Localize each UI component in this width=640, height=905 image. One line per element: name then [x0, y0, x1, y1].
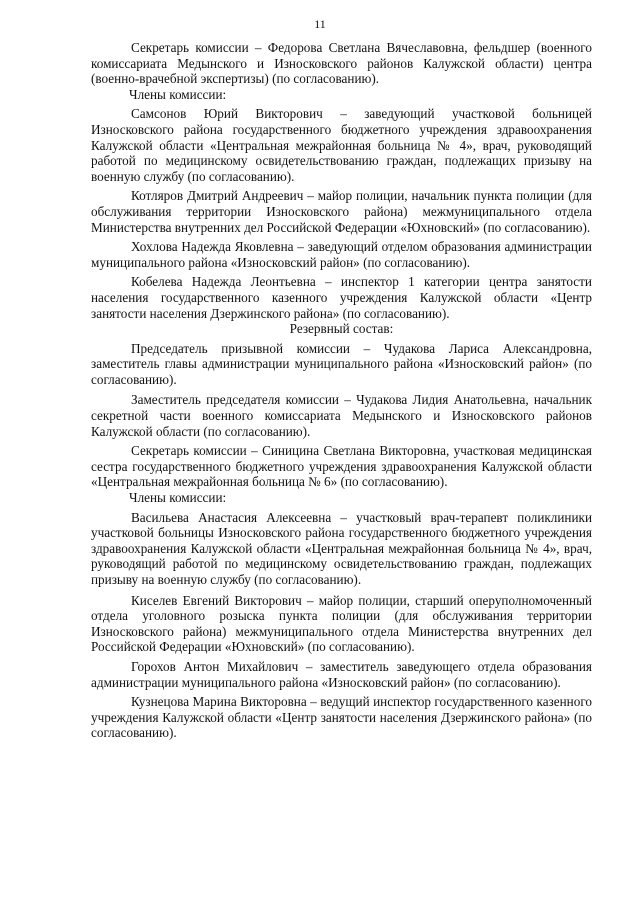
reserve-member-paragraph: Кузнецова Марина Викторовна – ведущий инспектор государственного казенного учреждения Калужской области «Центр занятости населения Дзержинского района» (по согласованию). — [91, 694, 592, 741]
reserve-deputy-paragraph: Заместитель председателя комиссии – Чудакова Лидия Анатольевна, начальник секретной части военного комиссариата Медынского и Износковского районов Калужской области (по согласованию). — [91, 392, 592, 439]
members-heading: Члены комиссии: — [129, 86, 227, 102]
member-paragraph: Кобелева Надежда Леонтьевна – инспектор 1 категории центра занятости населения государственного казенного учреждения Калужской области «Центр занятости населения Дзержинского района» (по согласованию). — [91, 274, 592, 321]
member-paragraph: Котляров Дмитрий Андреевич – майор полиции, начальник пункта полиции (для обслуживания территории Износковского района) межмуниципального отдела Министерства внутренних дел Российской Федерации «Юхновский» (по согласованию). — [91, 188, 592, 235]
member-paragraph: Хохлова Надежда Яковлевна – заведующий отделом образования администрации муниципального района «Износковский район» (по согласованию). — [91, 239, 592, 270]
page-number: 11 — [314, 17, 326, 31]
member-paragraph: Самсонов Юрий Викторович – заведующий участковой больницей Износковского района государственного бюджетного учреждения здравоохранения Калужской области «Центральная межрайонная больница № 4», врач, руководящий работой по медицинскому освидетельствованию граждан, подлежащих призыву на военную службу (по согласованию). — [91, 106, 592, 184]
secretary-paragraph: Секретарь комиссии – Федорова Светлана Вячеславовна, фельдшер (военного комиссариата Медынского и Износковского районов Калужской области) центра (военно-врачебной экспертизы) (по согласованию). — [91, 40, 592, 87]
reserve-member-paragraph: Васильева Анастасия Алексеевна – участковый врач-терапевт поликлиники участковой больницы Износковского района государственного бюджетного учреждения здравоохранения Калужской области «Центральная межрайонная больница № 4», врач, руководящий работой по медицинскому освидетельствованию граждан, подлежащих призыву на военную службу (по согласованию). — [91, 509, 592, 587]
reserve-member-paragraph: Киселев Евгений Викторович – майор полиции, старший оперуполномоченный отдела уголовного розыска пункта полиции (для обслуживания территории Износковского района) межмуниципального отдела Министерства внутренних дел Российской Федерации «Юхновский» (по согласованию). — [91, 592, 592, 655]
reserve-members-heading: Члены комиссии: — [129, 490, 227, 506]
reserve-secretary-paragraph: Секретарь комиссии – Синицина Светлана Викторовна, участковая медицинская сестра государственного бюджетного учреждения здравоохранения Калужской области «Центральная межрайонная больница № 6» (по согласованию). — [91, 443, 592, 490]
reserve-heading: Резервный состав: — [289, 321, 394, 337]
document-body — [91, 40, 592, 741]
reserve-member-paragraph: Горохов Антон Михайлович – заместитель заведующего отдела образования администрации муниципального района «Износковский район» (по согласованию). — [91, 658, 592, 690]
reserve-chairman-paragraph: Председатель призывной комиссии – Чудакова Лариса Александровна, заместитель главы администрации муниципального района «Износковский район» (по согласованию). — [91, 340, 592, 387]
